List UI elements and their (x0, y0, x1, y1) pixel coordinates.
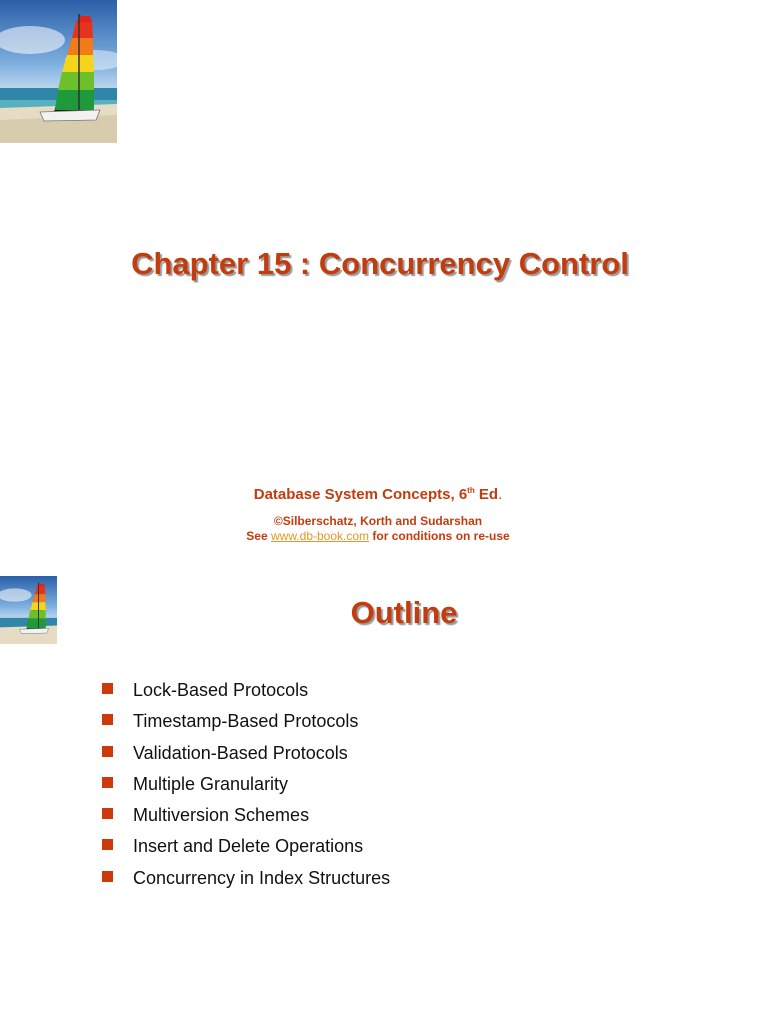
outline-title: Outline (350, 595, 458, 630)
sailboat-logo-icon (0, 576, 57, 644)
list-item-text: Lock-Based Protocols (133, 680, 309, 700)
see-prefix: See (246, 529, 271, 543)
copyright-line: ©Silberschatz, Korth and Sudarshan (273, 514, 483, 528)
list-item (102, 741, 390, 772)
book-name: Database System Concepts, 6 (253, 486, 468, 503)
copyright-block (0, 514, 756, 544)
list-item-text: Validation-Based Protocols (133, 742, 348, 763)
book-title (0, 486, 756, 503)
see-suffix: for conditions on re-use (369, 529, 510, 543)
outline-list (102, 678, 390, 897)
list-item (102, 772, 390, 803)
list-item-text: Concurrency in Index Structures (133, 867, 391, 888)
slide-title: Chapter 15 : Concurrency Control (131, 246, 629, 281)
reuse-line (0, 529, 756, 544)
list-item (102, 803, 390, 834)
list-item (102, 834, 390, 865)
square-bullet-icon (102, 808, 113, 819)
list-item (102, 866, 390, 897)
square-bullet-icon (102, 839, 113, 850)
sailboat-logo-icon (0, 0, 117, 143)
list-item-text: Multiple Granularity (133, 773, 289, 794)
edition-superscript: th (467, 486, 475, 495)
square-bullet-icon (102, 746, 113, 757)
square-bullet-icon (102, 871, 113, 882)
list-item-text: Insert and Delete Operations (133, 836, 364, 857)
square-bullet-icon (102, 777, 113, 788)
list-item (102, 678, 390, 709)
list-item-text: Multiversion Schemes (133, 805, 310, 826)
list-item-text: Timestamp-Based Protocols (133, 711, 359, 732)
db-book-link[interactable]: www.db-book.com (270, 529, 370, 543)
edition-suffix: Ed (474, 486, 499, 503)
square-bullet-icon (102, 714, 113, 725)
square-bullet-icon (102, 683, 113, 694)
edition-period: . (498, 486, 503, 503)
list-item (102, 709, 390, 740)
